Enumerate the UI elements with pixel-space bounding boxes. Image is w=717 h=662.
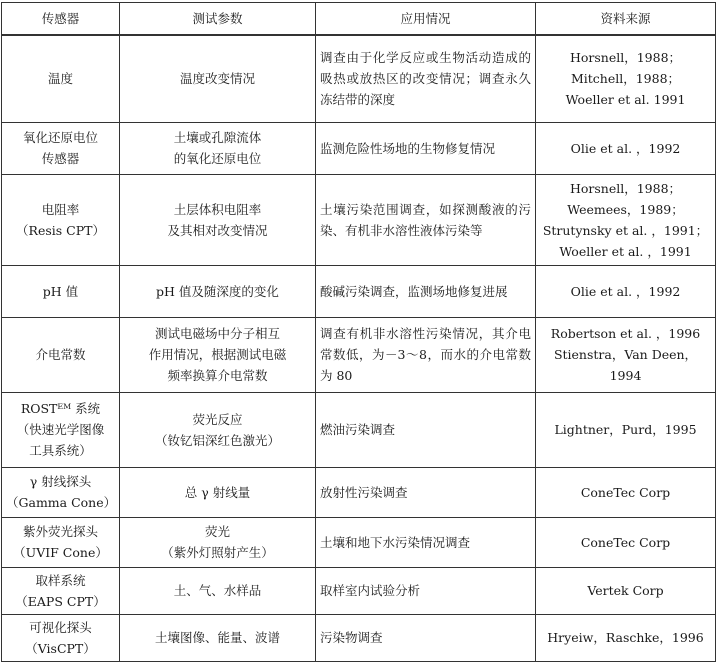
parameter-cell: 土壤图像、能量、波谱 bbox=[120, 614, 316, 661]
source-cell: Vertek Corp bbox=[536, 567, 716, 614]
table-row bbox=[2, 517, 716, 567]
parameter-cell: 土壤或孔隙流体 的氧化还原电位 bbox=[120, 122, 316, 174]
sensor-cell: pH 值 bbox=[2, 265, 120, 317]
parameter-cell: 土层体积电阻率 及其相对改变情况 bbox=[120, 174, 316, 265]
sensor-cell: γ 射线探头 （Gamma Cone） bbox=[2, 467, 120, 517]
sensor-cell: 介电常数 bbox=[2, 317, 120, 392]
header-source: 资料来源 bbox=[536, 3, 716, 36]
application-cell: 污染物调查 bbox=[316, 614, 536, 661]
source-cell: ConeTec Corp bbox=[536, 517, 716, 567]
parameter-cell: 测试电磁场中分子相互 作用情况，根据测试电磁 频率换算介电常数 bbox=[120, 317, 316, 392]
source-cell: Horsnell，1988； Mitchell，1988； Woeller et al. 1991 bbox=[536, 35, 716, 122]
parameter-cell: 土、气、水样品 bbox=[120, 567, 316, 614]
header-sensor: 传感器 bbox=[2, 3, 120, 36]
parameter-cell: 荧光 （紫外灯照射产生） bbox=[120, 517, 316, 567]
sensor-cell: 可视化探头 （VisCPT） bbox=[2, 614, 120, 661]
source-cell: Olie et al. ，1992 bbox=[536, 265, 716, 317]
parameter-cell: pH 值及随深度的变化 bbox=[120, 265, 316, 317]
table-row bbox=[2, 317, 716, 392]
application-cell: 调查由于化学反应或生物活动造成的吸热或放热区的改变情况；调查永久冻结带的深度 bbox=[316, 35, 536, 122]
table-row bbox=[2, 392, 716, 467]
sensor-cell: 温度 bbox=[2, 35, 120, 122]
application-cell: 土壤污染范围调查，如探测酸液的污染、有机非水溶性液体污染等 bbox=[316, 174, 536, 265]
sensor-table bbox=[1, 2, 716, 662]
header-application: 应用情况 bbox=[316, 3, 536, 36]
table-body bbox=[2, 35, 716, 661]
application-cell: 放射性污染调查 bbox=[316, 467, 536, 517]
parameter-cell: 荧光反应 （钕钇铝深红色激光） bbox=[120, 392, 316, 467]
table-row bbox=[2, 265, 716, 317]
sensor-cell: 取样系统 （EAPS CPT） bbox=[2, 567, 120, 614]
table-row bbox=[2, 614, 716, 661]
sensor-cell: ROSTᴱᴹ 系统 （快速光学图像 工具系统） bbox=[2, 392, 120, 467]
sensor-cell: 电阻率 （Resis CPT） bbox=[2, 174, 120, 265]
table-row bbox=[2, 467, 716, 517]
source-cell: Olie et al. ，1992 bbox=[536, 122, 716, 174]
source-cell: Hryeiw，Raschke，1996 bbox=[536, 614, 716, 661]
source-cell: Robertson et al. ，1996 Stienstra，Van Deen， 1994 bbox=[536, 317, 716, 392]
parameter-cell: 总 γ 射线量 bbox=[120, 467, 316, 517]
application-cell: 土壤和地下水污染情况调查 bbox=[316, 517, 536, 567]
table-row bbox=[2, 567, 716, 614]
header-test-parameter: 测试参数 bbox=[120, 3, 316, 36]
table-header bbox=[2, 3, 716, 36]
application-cell: 燃油污染调查 bbox=[316, 392, 536, 467]
source-cell: ConeTec Corp bbox=[536, 467, 716, 517]
application-cell: 酸碱污染调查，监测场地修复进展 bbox=[316, 265, 536, 317]
table-row bbox=[2, 122, 716, 174]
source-cell: Lightner，Purd，1995 bbox=[536, 392, 716, 467]
table-row bbox=[2, 35, 716, 122]
application-cell: 监测危险性场地的生物修复情况 bbox=[316, 122, 536, 174]
application-cell: 取样室内试验分析 bbox=[316, 567, 536, 614]
sensor-cell: 紫外荧光探头 （UVIF Cone） bbox=[2, 517, 120, 567]
source-cell: Horsnell，1988； Weemees，1989； Strutynsky et al. ，1991； Woeller et al. ，1991 bbox=[536, 174, 716, 265]
application-cell: 调查有机非水溶性污染情况，其介电常数低，为－3～8，而水的介电常数为 80 bbox=[316, 317, 536, 392]
sensor-cell: 氧化还原电位 传感器 bbox=[2, 122, 120, 174]
table-row bbox=[2, 174, 716, 265]
header-row bbox=[2, 3, 716, 36]
parameter-cell: 温度改变情况 bbox=[120, 35, 316, 122]
